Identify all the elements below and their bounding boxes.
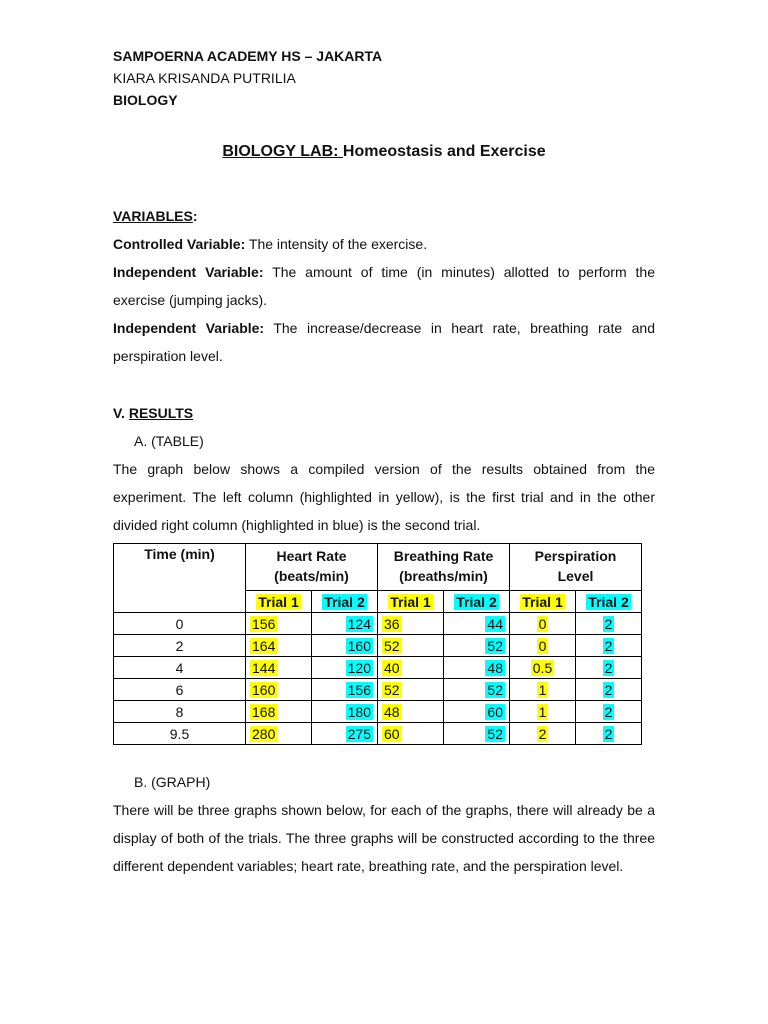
value-br1: 36 [384,615,400,632]
cell-time: 4 [114,657,246,679]
cell-hr1 [246,723,312,745]
variable-label: Independent Variable: [113,264,264,280]
header-time: Time (min) [114,544,246,613]
cell-hr2 [312,613,378,635]
cell-time: 9.5 [114,723,246,745]
value-br2: 44 [487,615,503,632]
cell-time: 6 [114,679,246,701]
header-breathing-rate-line1: Breathing Rate [393,548,494,564]
cell-br2 [444,701,510,723]
variable-controlled [113,230,655,258]
cell-br2 [444,613,510,635]
value-pl1: 0.5 [532,659,553,676]
table-header-row [114,544,642,591]
cell-br2 [444,635,510,657]
cell-br2 [444,679,510,701]
value-pl1: 0 [538,637,547,654]
value-pl2: 2 [604,637,613,654]
value-hr2: 124 [347,615,371,632]
cell-pl1 [510,613,576,635]
cell-pl2 [576,701,642,723]
cell-br1 [378,657,444,679]
cell-pl2 [576,679,642,701]
subject-name: BIOLOGY [113,92,178,108]
value-pl1: 2 [538,725,547,742]
value-br2: 48 [487,659,503,676]
table-row [114,701,642,723]
value-pl2: 2 [604,615,613,632]
cell-time: 2 [114,635,246,657]
variables-heading-colon: : [192,208,198,224]
value-hr2: 275 [347,725,371,742]
table-row [114,657,642,679]
value-hr1: 168 [252,703,276,720]
page-title [113,143,655,161]
value-hr1: 160 [252,681,276,698]
value-pl1: 0 [538,615,547,632]
cell-pl1 [510,679,576,701]
trial2-label: Trial 2 [324,593,365,610]
header-perspiration [510,544,642,591]
title-prefix: BIOLOGY LAB: [222,143,343,160]
trial2-label: Trial 2 [588,593,629,610]
cell-pl2 [576,723,642,745]
subheading-b [134,774,676,790]
variable-text: The intensity of the exercise. [245,236,428,252]
table-row [114,723,642,745]
value-pl1: 1 [538,681,547,698]
title-topic: Homeostasis and Exercise [342,143,546,160]
variable-label: Independent Variable: [113,320,265,336]
value-pl2: 2 [604,725,613,742]
variable-text: The amount of time (in minutes) allotted to perform the exercise (jumping jacks). [113,264,655,308]
results-paragraph-b: There will be three graphs shown below, for each of the graphs, there will already be a display of both of the trials. The three graphs will be constructed according to the three different dependent variables; heart rate, breathing rate, and the perspiration level. [113,802,655,874]
cell-pl2 [576,635,642,657]
trial1-label: Trial 1 [522,593,563,610]
value-hr1: 156 [252,615,276,632]
variables-heading-text: VARIABLES [113,208,193,224]
variables-heading [113,208,655,224]
variable-independent-2 [113,314,655,370]
table-row [114,635,642,657]
value-hr2: 180 [347,703,371,720]
subheading-a [134,433,676,449]
cell-hr1 [246,657,312,679]
results-table [113,543,642,745]
results-heading [113,405,655,421]
header-perspiration-line2: Level [557,568,594,584]
cell-br1 [378,679,444,701]
value-br2: 52 [487,725,503,742]
cell-time: 0 [114,613,246,635]
header-breathing-rate [378,544,510,591]
subheading-a-title: (TABLE) [151,433,204,449]
header-perspiration-line1: Perspiration [534,548,617,564]
cell-br2 [444,723,510,745]
trial2-label: Trial 2 [456,593,497,610]
cell-hr1 [246,635,312,657]
variable-text: The increase/decrease in heart rate, breathing rate and perspiration level. [113,320,655,364]
trial1-label: Trial 1 [390,593,431,610]
header-heart-rate [246,544,378,591]
value-br2: 52 [487,681,503,698]
header-heart-rate-line2: (beats/min) [274,568,349,584]
cell-pl1 [510,657,576,679]
results-section-number: V. [113,405,129,421]
cell-hr1 [246,613,312,635]
cell-hr1 [246,679,312,701]
value-br1: 52 [384,637,400,654]
value-pl2: 2 [604,659,613,676]
cell-br2 [444,657,510,679]
trial-header [444,591,510,613]
cell-hr2 [312,635,378,657]
cell-hr2 [312,679,378,701]
value-hr2: 156 [347,681,371,698]
cell-br1 [378,613,444,635]
value-br2: 60 [487,703,503,720]
cell-hr2 [312,657,378,679]
table-row [114,613,642,635]
value-hr1: 164 [252,637,276,654]
value-hr1: 280 [252,725,276,742]
cell-br1 [378,723,444,745]
cell-time: 8 [114,701,246,723]
variables-list [113,230,655,370]
value-br1: 52 [384,681,400,698]
header-heart-rate-line1: Heart Rate [276,548,347,564]
cell-pl1 [510,635,576,657]
value-hr1: 144 [252,659,276,676]
header-breathing-rate-line2: (breaths/min) [399,568,488,584]
value-hr2: 120 [347,659,371,676]
variable-independent-1 [113,258,655,314]
trial1-label: Trial 1 [258,593,299,610]
trial-header [378,591,444,613]
value-br1: 40 [384,659,400,676]
subheading-b-title: (GRAPH) [151,774,211,790]
results-section-title: RESULTS [128,405,194,421]
value-pl2: 2 [604,681,613,698]
cell-pl2 [576,657,642,679]
results-paragraph-a: The graph below shows a compiled version of the results obtained from the experiment. The left column (highlighted in yellow), is the first trial and in the other divided right column (highlighted in blue) is the second trial. [113,461,655,533]
cell-pl2 [576,613,642,635]
trial-header [312,591,378,613]
table-row [114,679,642,701]
value-pl2: 2 [604,703,613,720]
variable-label: Controlled Variable: [113,236,246,252]
student-name: KIARA KRISANDA PUTRILIA [113,70,296,86]
value-pl1: 1 [538,703,547,720]
cell-br1 [378,635,444,657]
cell-hr2 [312,723,378,745]
cell-hr2 [312,701,378,723]
trial-header [510,591,576,613]
cell-pl1 [510,701,576,723]
value-br2: 52 [487,637,503,654]
value-br1: 60 [384,725,400,742]
subheading-b-letter: B. [134,774,148,790]
trial-header [246,591,312,613]
cell-br1 [378,701,444,723]
trial-header [576,591,642,613]
cell-pl1 [510,723,576,745]
value-hr2: 160 [347,637,371,654]
subheading-a-letter: A. [134,433,148,449]
value-br1: 48 [384,703,400,720]
school-name: SAMPOERNA ACADEMY HS – JAKARTA [113,48,383,64]
cell-hr1 [246,701,312,723]
